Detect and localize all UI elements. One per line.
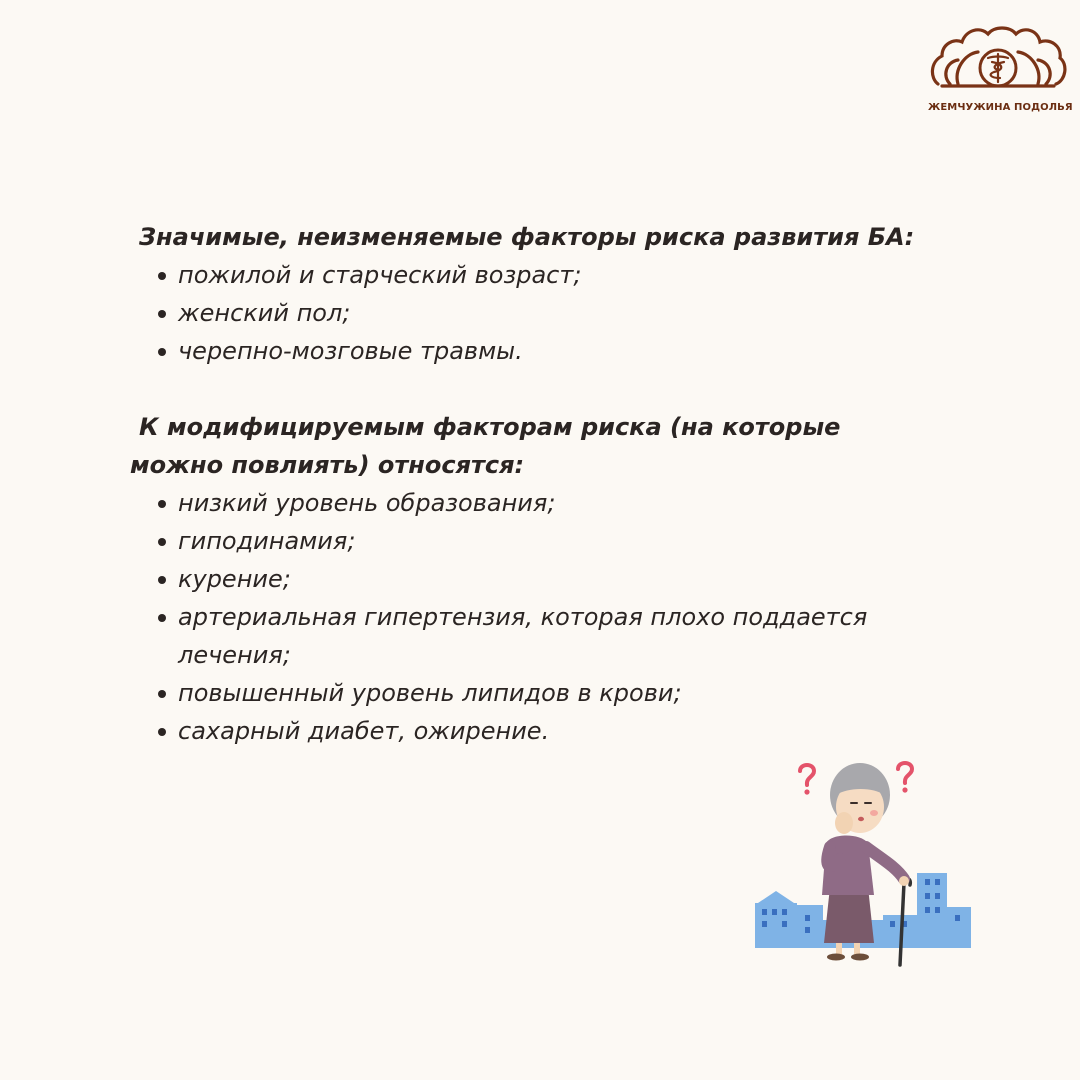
list-item-text: курение;	[178, 565, 291, 593]
confused-elderly-woman-icon	[750, 755, 980, 970]
list-item	[130, 332, 930, 370]
list-item	[130, 560, 930, 598]
list-item	[130, 674, 930, 712]
bullet-dot-icon	[158, 310, 166, 318]
list-item	[130, 712, 930, 750]
list-item-text: повышенный уровень липидов в крови;	[178, 679, 682, 707]
list-item-text: низкий уровень образования;	[178, 489, 556, 517]
brand-logo	[928, 22, 1073, 122]
list-item-text: артериальная гипертензия, которая плохо поддается лечения;	[178, 603, 868, 669]
section2-heading: К модифицируемым факторам риска (на которые можно повлиять) относятся:	[130, 413, 841, 479]
list-item	[130, 294, 930, 332]
bullet-dot-icon	[158, 348, 166, 356]
list-item-text: пожилой и старческий возраст;	[178, 261, 582, 289]
bullet-dot-icon	[158, 614, 166, 622]
list-item	[130, 484, 930, 522]
list-item-text: женский пол;	[178, 299, 351, 327]
elderly-woman-illustration	[750, 755, 980, 970]
bullet-dot-icon	[158, 272, 166, 280]
bullet-dot-icon	[158, 576, 166, 584]
section1-heading: Значимые, неизменяемые факторы риска развития БА:	[139, 223, 915, 251]
bullet-dot-icon	[158, 728, 166, 736]
pearl-shell-logo-icon	[928, 22, 1068, 102]
section2-list	[130, 484, 930, 750]
list-item	[130, 256, 930, 294]
brand-name: ЖЕМЧУЖИНА ПОДОЛЬЯ	[928, 102, 1073, 113]
section1-list	[130, 256, 930, 370]
bullet-dot-icon	[158, 538, 166, 546]
list-item	[130, 522, 930, 560]
section-spacer	[130, 370, 930, 408]
list-item	[130, 598, 918, 674]
bullet-dot-icon	[158, 690, 166, 698]
list-item-text: черепно-мозговые травмы.	[178, 337, 523, 365]
main-content	[130, 218, 930, 750]
list-item-text: сахарный диабет, ожирение.	[178, 717, 550, 745]
list-item-text: гиподинамия;	[178, 527, 356, 555]
bullet-dot-icon	[158, 500, 166, 508]
